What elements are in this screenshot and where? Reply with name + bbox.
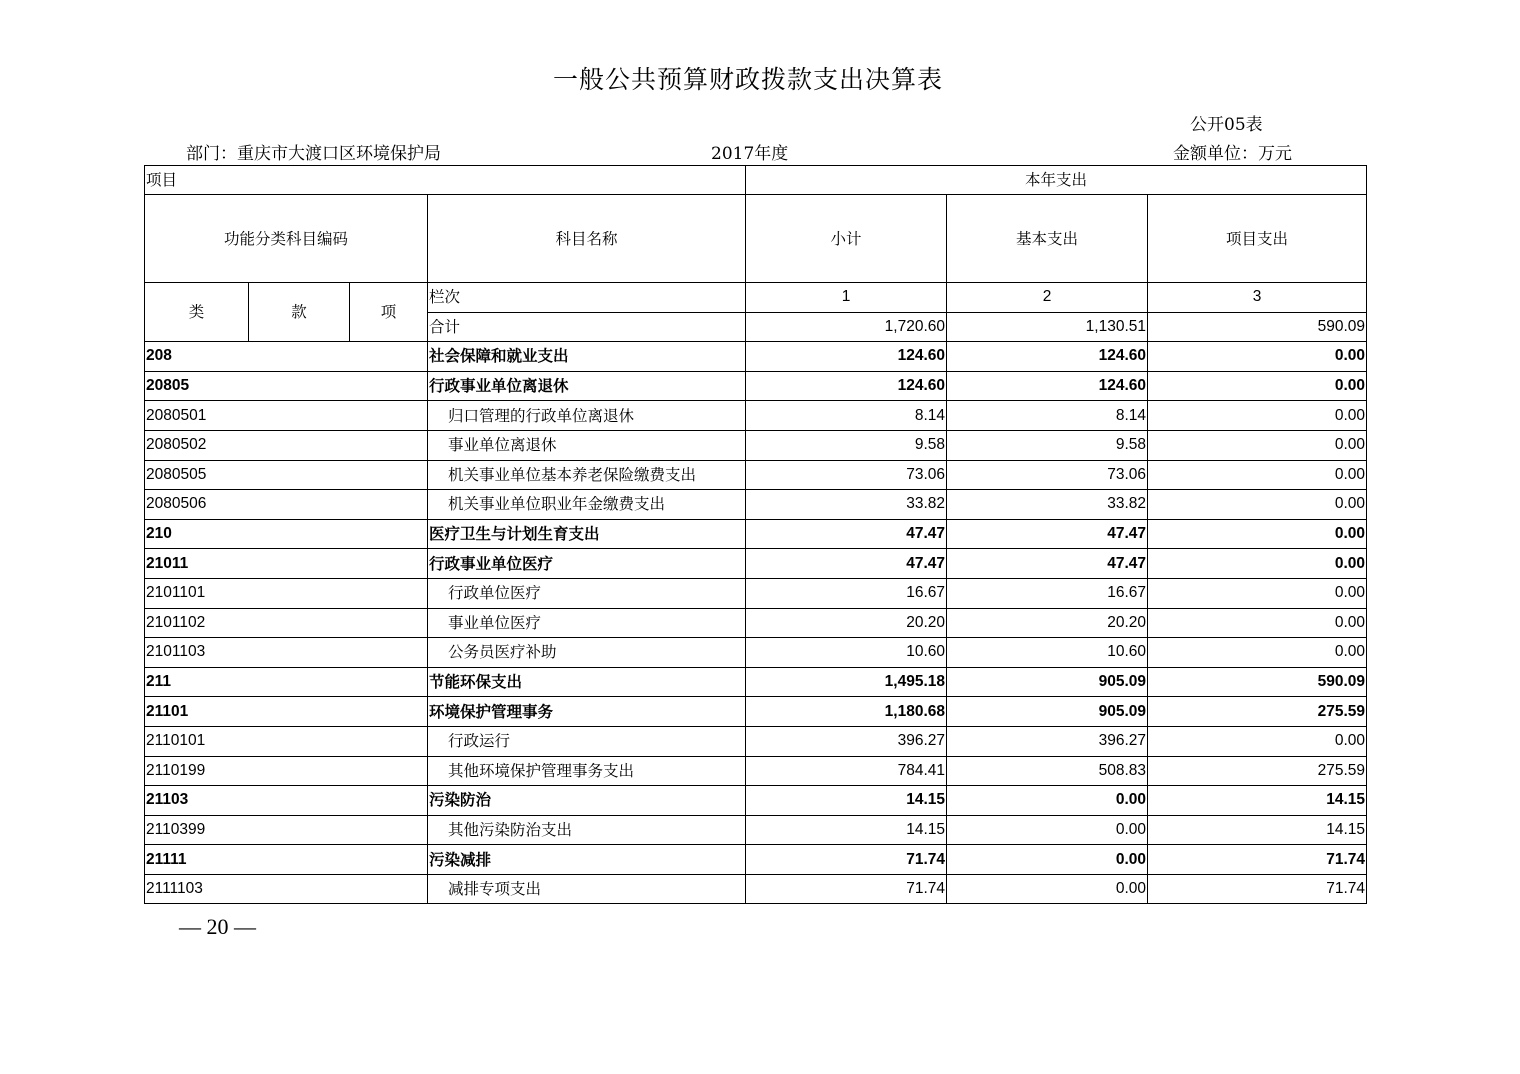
row-code: 2080501 [145,401,428,431]
row-code: 2080506 [145,490,428,520]
table-row [145,490,1367,520]
table-row [145,874,1367,904]
header-row-top [145,166,1367,195]
row-subject-name: 医疗卫生与计划生育支出 [428,519,746,549]
department-label: 部门：重庆市大渡口区环境保护局 [186,144,441,164]
row-program: 275.59 [1148,697,1367,727]
row-program: 590.09 [1148,667,1367,697]
row-subtotal: 73.06 [746,460,947,490]
total-basic: 1,130.51 [947,312,1148,342]
row-subtotal: 10.60 [746,638,947,668]
table-row [145,638,1367,668]
row-code: 21101 [145,697,428,727]
row-subject-name: 行政单位医疗 [428,578,746,608]
row-basic: 396.27 [947,726,1148,756]
row-code: 210 [145,519,428,549]
table-row [145,845,1367,875]
table-row [145,401,1367,431]
header-program: 项目支出 [1148,195,1367,283]
row-subtotal: 71.74 [746,874,947,904]
row-program: 0.00 [1148,430,1367,460]
row-subject-name: 环境保护管理事务 [428,697,746,727]
row-subject-name: 污染减排 [428,845,746,875]
row-basic: 0.00 [947,815,1148,845]
header-col-2: 2 [947,283,1148,313]
row-subject-name: 公务员医疗补助 [428,638,746,668]
row-basic: 0.00 [947,874,1148,904]
row-code: 2101103 [145,638,428,668]
row-program: 0.00 [1148,401,1367,431]
row-basic: 508.83 [947,756,1148,786]
header-col-1: 1 [746,283,947,313]
table-row [145,371,1367,401]
total-label: 合计 [428,312,746,342]
row-subtotal: 124.60 [746,342,947,372]
currency-unit: 金额单位：万元 [1173,144,1292,164]
header-project: 项目 [145,166,746,195]
row-program: 0.00 [1148,638,1367,668]
row-program: 71.74 [1148,845,1367,875]
table-row [145,519,1367,549]
row-program: 14.15 [1148,786,1367,816]
row-subject-name: 行政事业单位医疗 [428,549,746,579]
table-row [145,786,1367,816]
row-basic: 16.67 [947,578,1148,608]
row-basic: 47.47 [947,519,1148,549]
table-row [145,608,1367,638]
row-program: 0.00 [1148,549,1367,579]
row-subtotal: 71.74 [746,845,947,875]
header-kuan: 款 [249,283,350,342]
fiscal-year: 2017年度 [711,144,789,164]
row-basic: 0.00 [947,786,1148,816]
row-subtotal: 8.14 [746,401,947,431]
row-code: 21103 [145,786,428,816]
row-code: 21111 [145,845,428,875]
row-code: 21011 [145,549,428,579]
row-subject-name: 归口管理的行政单位离退休 [428,401,746,431]
page-number: — 20 — [179,914,256,939]
row-program: 0.00 [1148,608,1367,638]
row-code: 2110101 [145,726,428,756]
header-subject-name: 科目名称 [428,195,746,283]
row-subtotal: 1,180.68 [746,697,947,727]
table-row [145,578,1367,608]
row-program: 0.00 [1148,342,1367,372]
row-subtotal: 47.47 [746,549,947,579]
total-subtotal: 1,720.60 [746,312,947,342]
row-subtotal: 784.41 [746,756,947,786]
row-code: 208 [145,342,428,372]
row-program: 0.00 [1148,460,1367,490]
row-subtotal: 33.82 [746,490,947,520]
header-row-order [145,283,1367,313]
row-subject-name: 其他污染防治支出 [428,815,746,845]
row-subtotal: 47.47 [746,519,947,549]
table-row [145,697,1367,727]
form-number: 公开05表 [1190,115,1263,135]
row-subtotal: 9.58 [746,430,947,460]
row-subject-name: 节能环保支出 [428,667,746,697]
table-row [145,342,1367,372]
table-row [145,815,1367,845]
row-basic: 124.60 [947,371,1148,401]
header-row-mid [145,195,1367,283]
row-program: 0.00 [1148,371,1367,401]
row-subtotal: 124.60 [746,371,947,401]
row-subject-name: 社会保障和就业支出 [428,342,746,372]
row-code: 211 [145,667,428,697]
row-subtotal: 16.67 [746,578,947,608]
row-program: 0.00 [1148,726,1367,756]
header-basic: 基本支出 [947,195,1148,283]
table-row [145,430,1367,460]
header-col-3: 3 [1148,283,1367,313]
header-subtotal: 小计 [746,195,947,283]
page-title: 一般公共预算财政拨款支出决算表 [552,65,943,94]
row-subject-name: 污染防治 [428,786,746,816]
header-lei: 类 [145,283,249,342]
row-subtotal: 14.15 [746,786,947,816]
row-basic: 905.09 [947,697,1148,727]
row-subject-name: 行政运行 [428,726,746,756]
row-subtotal: 14.15 [746,815,947,845]
row-program: 275.59 [1148,756,1367,786]
row-basic: 905.09 [947,667,1148,697]
row-subtotal: 396.27 [746,726,947,756]
row-program: 0.00 [1148,519,1367,549]
row-code: 2101102 [145,608,428,638]
row-basic: 73.06 [947,460,1148,490]
row-basic: 33.82 [947,490,1148,520]
row-subject-name: 减排专项支出 [428,874,746,904]
total-program: 590.09 [1148,312,1367,342]
table-row [145,726,1367,756]
row-basic: 47.47 [947,549,1148,579]
row-code: 2080505 [145,460,428,490]
table-row [145,756,1367,786]
row-subject-name: 事业单位医疗 [428,608,746,638]
table-row [145,549,1367,579]
row-subject-name: 机关事业单位职业年金缴费支出 [428,490,746,520]
row-basic: 0.00 [947,845,1148,875]
header-current-year: 本年支出 [746,166,1367,195]
row-subject-name: 行政事业单位离退休 [428,371,746,401]
row-code: 2110399 [145,815,428,845]
row-subject-name: 其他环境保护管理事务支出 [428,756,746,786]
table-row [145,667,1367,697]
row-code: 2110199 [145,756,428,786]
row-program: 71.74 [1148,874,1367,904]
row-code: 2101101 [145,578,428,608]
table-row [145,460,1367,490]
row-subtotal: 1,495.18 [746,667,947,697]
row-basic: 8.14 [947,401,1148,431]
header-xiang: 项 [350,283,428,342]
row-basic: 9.58 [947,430,1148,460]
row-code: 2080502 [145,430,428,460]
row-subtotal: 20.20 [746,608,947,638]
row-subject-name: 事业单位离退休 [428,430,746,460]
header-func-code: 功能分类科目编码 [145,195,428,283]
row-program: 14.15 [1148,815,1367,845]
row-basic: 20.20 [947,608,1148,638]
row-basic: 124.60 [947,342,1148,372]
expenditure-table [144,165,1367,904]
row-subject-name: 机关事业单位基本养老保险缴费支出 [428,460,746,490]
row-code: 2111103 [145,874,428,904]
row-basic: 10.60 [947,638,1148,668]
header-column-order: 栏次 [428,283,746,313]
row-program: 0.00 [1148,578,1367,608]
row-code: 20805 [145,371,428,401]
row-program: 0.00 [1148,490,1367,520]
